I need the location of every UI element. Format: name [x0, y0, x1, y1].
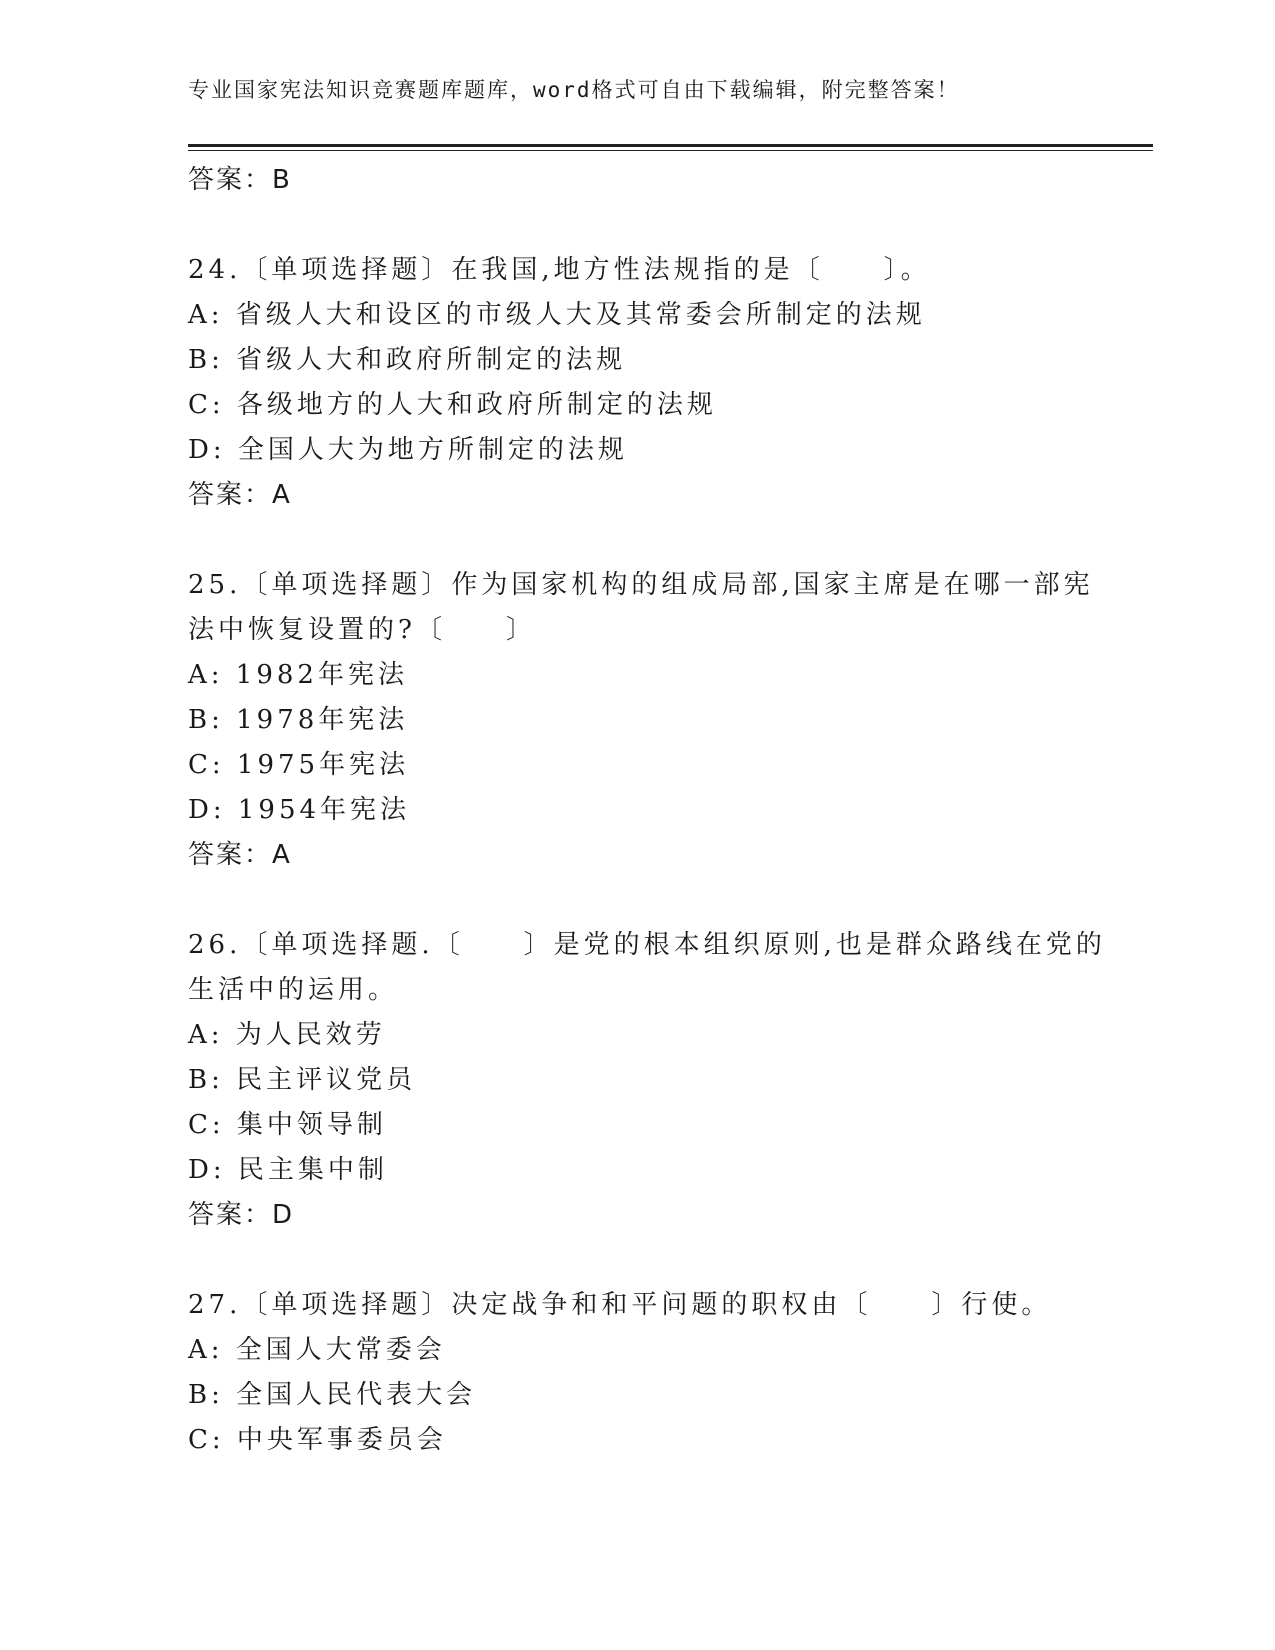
question-content [188, 158, 1106, 1463]
question-stem-cont: 生活中的运用。 [188, 975, 399, 1005]
option-b: B: 全国人民代表大会 [188, 1380, 477, 1410]
option-b: B: 1978年宪法 [188, 705, 409, 735]
header-divider [188, 144, 1153, 147]
answer: 答案：D [188, 1200, 295, 1230]
option-a: A: 省级人大和设区的市级人大及其常委会所制定的法规 [188, 300, 926, 330]
option-c: C: 1975年宪法 [188, 750, 410, 780]
option-b: B: 民主评议党员 [188, 1065, 417, 1095]
question-26 [188, 923, 1106, 1238]
option-d: D: 1954年宪法 [188, 795, 411, 825]
option-a: A: 1982年宪法 [188, 660, 408, 690]
prev-answer: 答案：B [188, 165, 292, 195]
question-stem: 24.〔单项选择题〕在我国,地方性法规指的是〔 〕。 [188, 255, 931, 285]
answer: 答案：A [188, 840, 292, 870]
question-stem: 26.〔单项选择题.〔 〕是党的根本组织原则,也是群众路线在党的 [188, 930, 1106, 960]
option-c: C: 中央军事委员会 [188, 1425, 447, 1455]
option-d: D: 民主集中制 [188, 1155, 388, 1185]
option-a: A: 全国人大常委会 [188, 1335, 446, 1365]
answer: 答案：A [188, 480, 292, 510]
question-stem-cont: 法中恢复设置的?〔 〕 [188, 615, 536, 645]
option-b: B: 省级人大和政府所制定的法规 [188, 345, 627, 375]
option-c: C: 集中领导制 [188, 1110, 387, 1140]
page-header: 专业国家宪法知识竞赛题库题库，word格式可自由下载编辑，附完整答案！ [188, 78, 960, 102]
question-stem: 27.〔单项选择题〕决定战争和和平问题的职权由〔 〕行使。 [188, 1290, 1052, 1320]
question-25 [188, 563, 1094, 878]
header-divider-thin [188, 150, 1153, 151]
option-a: A: 为人民效劳 [188, 1020, 386, 1050]
question-stem: 25.〔单项选择题〕作为国家机构的组成局部,国家主席是在哪一部宪 [188, 570, 1094, 600]
option-d: D: 全国人大为地方所制定的法规 [188, 435, 628, 465]
question-27 [188, 1283, 1088, 1463]
option-c: C: 各级地方的人大和政府所制定的法规 [188, 390, 717, 420]
question-24 [188, 248, 1088, 518]
